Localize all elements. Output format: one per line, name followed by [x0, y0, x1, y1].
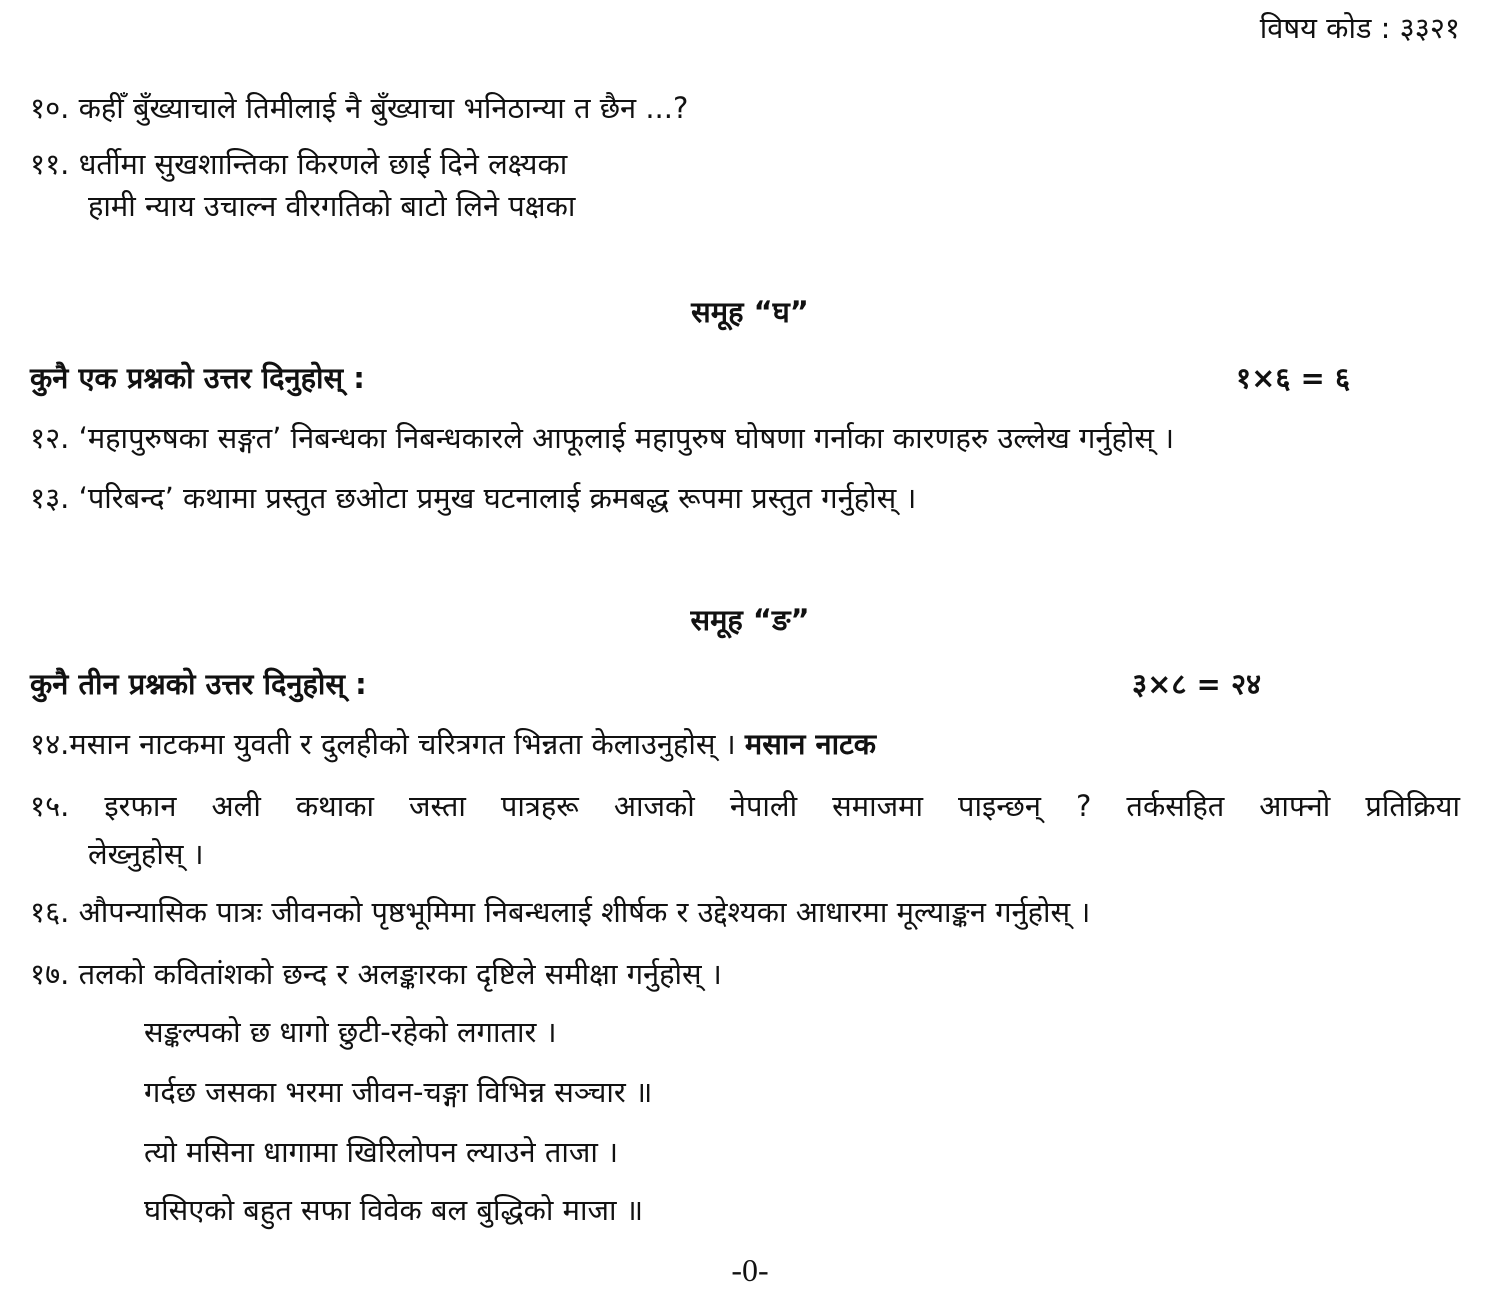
poem-line-2: गर्दछ जसका भरमा जीवन-चङ्गा विभिन्न सञ्चार ॥: [144, 1075, 653, 1109]
page-number: -0-: [731, 1252, 769, 1288]
question-15-line-1: १५. इरफान अली कथाका जस्ता पात्रहरू आजको नेपाली समाजमा पाइन्छन् ? तर्कसहित आफ्नो प्रतिक्रिया: [30, 789, 1460, 823]
question-15-line-2: लेख्नुहोस् ।: [88, 837, 204, 871]
group-nga-marks: ३×८ = २४: [1132, 667, 1262, 701]
question-14-text: १४.मसान नाटकमा युवती र दुलहीको चरित्रगत भिन्नता केलाउनुहोस् ।: [30, 727, 736, 761]
question-11-line-1: ११. धर्तीमा सुखशान्तिका किरणले छाई दिने लक्ष्यका: [30, 147, 568, 181]
group-gha-instruction: कुनै एक प्रश्नको उत्तर दिनुहोस् :: [30, 361, 365, 395]
question-16: १६. औपन्यासिक पात्रः जीवनको पृष्ठभूमिमा निबन्धलाई शीर्षक र उद्देश्यका आधारमा मूल्याङ्कन गर्नुहोस् ।: [30, 895, 1091, 929]
question-14-bold-note: मसान नाटक: [744, 727, 877, 761]
group-gha-title: समूह “घ”: [691, 295, 809, 329]
group-nga-instruction: कुनै तीन प्रश्नको उत्तर दिनुहोस् :: [30, 667, 367, 701]
group-gha-marks: १×६ = ६: [1236, 361, 1351, 395]
question-12: १२. ‘महापुरुषका सङ्गत’ निबन्धका निबन्धकारले आफूलाई महापुरुष घोषणा गर्नाका कारणहरु उल्लेख गर्नुहोस् ।: [30, 421, 1175, 455]
subject-code: विषय कोड : ३३२१: [1259, 11, 1460, 45]
question-11-line-2: हामी न्याय उचाल्न वीरगतिको बाटो लिने पक्षका: [88, 189, 576, 223]
question-17: १७. तलको कवितांशको छन्द र अलङ्कारका दृष्टिले समीक्षा गर्नुहोस् ।: [30, 957, 722, 991]
question-10: १०. कहीँ बुँख्याचाले तिमीलाई नै बुँख्याचा भनिठान्या त छैन ...?: [30, 91, 689, 125]
poem-line-1: सङ्कल्पको छ धागो छुटी-रहेको लगातार ।: [144, 1015, 557, 1049]
question-14: [30, 724, 876, 764]
question-13: १३. ‘परिबन्द’ कथामा प्रस्तुत छओटा प्रमुख घटनालाई क्रमबद्ध रूपमा प्रस्तुत गर्नुहोस् ।: [30, 481, 917, 515]
poem-line-3: त्यो मसिना धागामा खिरिलोपन ल्याउने ताजा ।: [144, 1135, 619, 1169]
poem-line-4: घसिएको बहुत सफा विवेक बल बुद्धिको माजा ॥: [144, 1193, 644, 1227]
group-nga-title: समूह “ङ”: [690, 603, 810, 637]
